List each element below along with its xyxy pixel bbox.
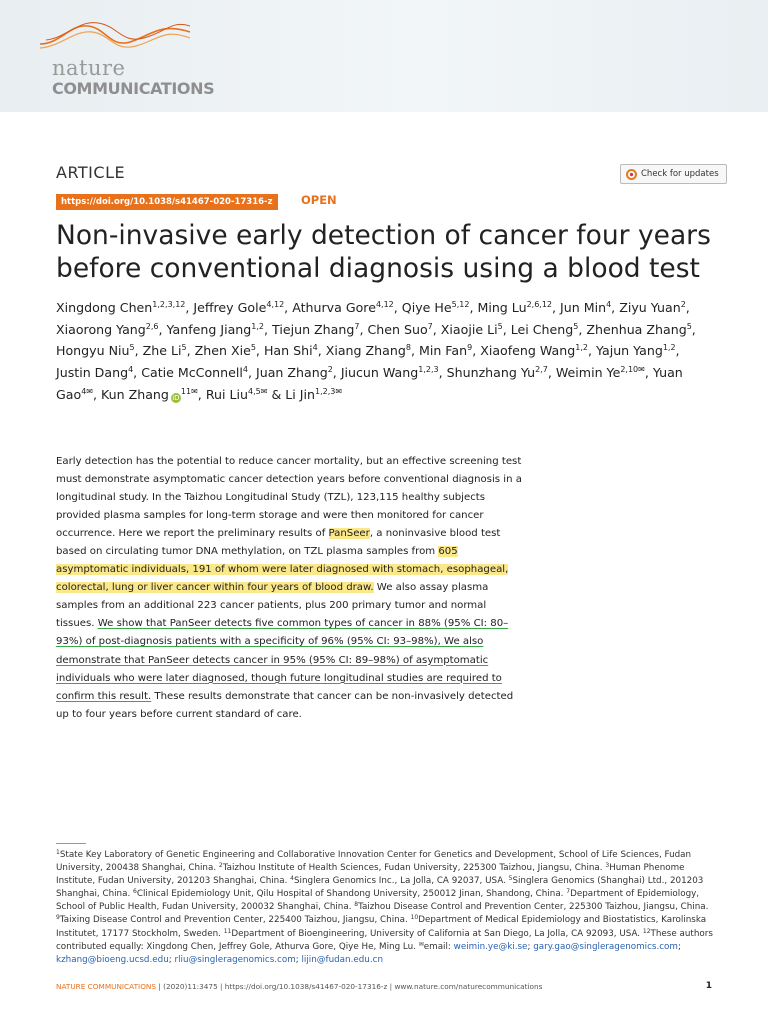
author-name[interactable]: Juan Zhang xyxy=(256,365,328,381)
open-access-badge: OPEN xyxy=(301,193,337,207)
author-name[interactable]: Ziyu Yuan xyxy=(619,300,681,315)
affiliation-number: 1 xyxy=(56,849,60,856)
author-affiliation-marker: 5 xyxy=(686,321,692,331)
underlined-text: We show that PanSeer detects five common types of cancer in 88% (95% CI: 80–93%) of post-diagnosis patients with a specificity of 96% (95% CI: 93–98%), We also demonstrate that PanSeer detects cancer in 95% (95% CI: 89–98%) of asymptomatic individuals who were later diagnosed, though future longitudinal studies are required to confirm this result. xyxy=(56,618,509,702)
author-name[interactable]: Xiaojie Li xyxy=(440,321,498,337)
email-link[interactable]: weimin.ye@ki.se xyxy=(453,941,528,952)
author-name[interactable]: Shunzhang Yu xyxy=(446,365,536,381)
author-affiliation-marker: 4 xyxy=(312,343,318,353)
email-link[interactable]: gary.gao@singleragenomics.com xyxy=(533,941,678,952)
affiliation-number: 2 xyxy=(218,862,223,870)
affiliation-text: Department of Epidemiology, School of Public Health, Fudan University, 200032 Shanghai, China. xyxy=(56,889,700,913)
affiliation-number: 11 xyxy=(223,927,232,935)
affiliation-text: Department of Bioengineering, University of California at San Diego, La Jolla, CA 92093, USA. xyxy=(231,928,643,939)
email-icon: ✉ xyxy=(418,940,424,948)
abstract xyxy=(56,453,527,724)
abstract-text: We also assay plasma samples from an additional 223 cancer patients, plus 200 primary tumor and normal tissues. xyxy=(56,582,489,630)
author-affiliation-marker: 4,12 xyxy=(266,300,285,309)
author-name[interactable]: Xiang Zhang xyxy=(325,343,406,359)
affiliations: $^1$State Key Laboratory of Genetic Engineering and Collaborative Innovation Center for Genetics and Development, School of Life Sciences, Fudan University, 200438 Shanghai, China. $^2$Taizhou Institute of Health Sciences, Fudan University, 225300 Taizhou, Jiangsu, China. $^3$Human Phenome Institute, Fudan University, 201203 Shanghai, China. $^4$Singlera Genomics Inc., La Jolla, CA 92037, USA. $^5$Singlera Genomics (Shanghai) Ltd., 201203 Shanghai, China. $^6$Clinical Epidemiology Unit, Qilu Hospital of Shandong University, 250012 Jinan, Shandong, China. $^7$Department of Epidemiology, School of Public Health, Fudan University, 200032 Shanghai, China. $^8$Taizhou Disease Control and Prevention Center, 225300 Taizhou, Jiangsu, China. $^9$Taixing Disease Control and Prevention Center, 225400 Taizhou, Jiangsu, China. $^{10}$Department of Medical Epidemiology and Biostatistics, Karolinska Institutet, 17177 Stockholm, Sweden. $^{11}$Department of Bioengineering, University of California at San Diego, La Jolla, CA 92093, USA. $^{12}$These authors contributed equally: Xingdong Chen, Jeffrey Gole, Athurva Gore, Qiye He, Ming Lu. ✉email: weimin.ye@ki.se; gary.gao@singleragenomics.com; kzhang@bioeng.ucsd.edu; rliu@singleragenomics.com; lijin@fudan.edu.cn xyxy=(56,849,713,965)
author-affiliation-marker: 5 xyxy=(497,321,503,331)
affiliation-text: Singlera Genomics (Shanghai) Ltd., 201203 Shanghai, China. xyxy=(56,876,704,900)
email-link[interactable]: lijin@fudan.edu.cn xyxy=(301,954,383,965)
page-footer xyxy=(56,982,712,991)
author-name[interactable]: Xingdong Chen xyxy=(56,300,153,315)
author-affiliation-marker: 2 xyxy=(680,300,686,309)
article-type: ARTICLE xyxy=(56,163,126,182)
author-affiliation-marker: 4✉ xyxy=(81,386,93,396)
author-affiliation-marker: 2 xyxy=(327,365,333,375)
author-affiliation-marker: 2,6 xyxy=(145,321,159,331)
footer-citation: | (2020)11:3475 | https://doi.org/10.1038/s41467-020-17316-z | www.nature.com/naturecommunications xyxy=(156,982,543,991)
affiliation-number: 8 xyxy=(354,901,359,909)
abstract-text: , a noninvasive blood test based on circulating tumor DNA methylation, on TZL plasma samples from xyxy=(56,528,501,558)
author-affiliation-marker: 1,2,3 xyxy=(418,365,439,375)
author-name[interactable]: Hongyu Niu xyxy=(56,343,130,359)
check-for-updates-button[interactable] xyxy=(620,164,727,184)
author-affiliation-marker: 1,2,3,12 xyxy=(152,300,186,309)
author-name[interactable]: Kun Zhang xyxy=(101,386,169,402)
highlighted-text: PanSeer xyxy=(328,528,370,540)
paper-title: Non-invasive early detection of cancer four years before conventional diagnosis using a blood test xyxy=(56,220,711,284)
affiliation-text: These authors contributed equally: Xingdong Chen, Jeffrey Gole, Athurva Gore, Qiye He, Ming Lu. xyxy=(56,928,713,952)
author-affiliation-marker: 5 xyxy=(250,343,256,353)
affiliation-text: Taizhou Institute of Health Sciences, Fudan University, 225300 Taizhou, Jiangsu, China. xyxy=(222,863,606,874)
author-name[interactable]: Li Jin xyxy=(285,386,315,402)
affiliation-text: State Key Laboratory of Genetic Engineering and Collaborative Innovation Center for Genetics and Development, School of Life Sciences, Fudan University, 200438 Shanghai, China. xyxy=(56,850,692,874)
affiliation-number: 9 xyxy=(56,914,60,922)
author-name[interactable]: Zhe Li xyxy=(142,343,182,359)
affiliation-number: 7 xyxy=(566,888,571,896)
affiliation-text: Taizhou Disease Control and Prevention Center, 225300 Taizhou, Jiangsu, China. xyxy=(358,902,709,913)
author-affiliation-marker: 5 xyxy=(181,343,187,353)
author-affiliation-marker: 4 xyxy=(606,300,612,309)
author-affiliation-marker: 5,12 xyxy=(451,300,470,309)
author-name[interactable]: Weimin Ye xyxy=(555,365,621,381)
affiliation-text: Human Phenome Institute, Fudan University, 201203 Shanghai, China. xyxy=(56,863,685,887)
author-name[interactable]: Chen Suo xyxy=(367,321,428,337)
author-name[interactable]: Qiye He xyxy=(401,300,452,315)
author-name[interactable]: Athurva Gore xyxy=(292,300,376,315)
author-affiliation-marker: 4,5✉ xyxy=(247,386,268,396)
author-name[interactable]: Xiaofeng Wang xyxy=(480,343,576,359)
author-name[interactable]: Lei Cheng xyxy=(510,321,574,337)
author-affiliation-marker: 7 xyxy=(427,321,433,331)
affiliation-text: Department of Medical Epidemiology and Biostatistics, Karolinska Institutet, 17177 Stockholm, Sweden. xyxy=(56,915,707,939)
author-affiliation-marker: 4 xyxy=(128,365,134,375)
affiliation-text: Clinical Epidemiology Unit, Qilu Hospital of Shandong University, 250012 Jinan, Shandong, China. xyxy=(136,889,567,900)
author-affiliation-marker: 1,2 xyxy=(662,343,676,353)
email-link[interactable]: rliu@singleragenomics.com xyxy=(174,954,296,965)
crossmark-icon xyxy=(626,169,637,180)
page-number: 1 xyxy=(705,981,712,991)
orcid-icon[interactable]: iD xyxy=(172,393,180,402)
author-name[interactable]: Zhenhua Zhang xyxy=(586,321,687,337)
author-name[interactable]: Tiejun Zhang xyxy=(272,321,355,337)
author-affiliation-marker: 2,6,12 xyxy=(526,300,553,309)
author-name[interactable]: Yuan Gao xyxy=(56,365,683,402)
author-name[interactable]: Jun Min xyxy=(560,300,607,315)
logo-wave-icon xyxy=(40,18,190,58)
email-label: email: xyxy=(423,941,454,952)
author-name[interactable]: Yajun Yang xyxy=(596,343,663,359)
author-name[interactable]: Zhen Xie xyxy=(194,343,251,359)
affiliation-number: 4 xyxy=(290,875,294,883)
author-affiliation-marker: 11✉ xyxy=(180,386,198,396)
author-name[interactable]: Rui Liu xyxy=(205,386,248,402)
author-affiliation-marker: 5 xyxy=(129,343,135,353)
author-name[interactable]: Justin Dang xyxy=(56,365,129,381)
check-for-updates-label: Check for updates xyxy=(641,169,719,179)
abstract-text: Early detection has the potential to reduce cancer mortality, but an effective screening test must demonstrate asymptomatic cancer detection years before conventional diagnosis in a longitudinal study. In the Taizhou Longitudinal Study (TZL), 123,115 healthy subjects provided plasma samples for long-term storage and were then monitored for cancer occurrence. Here we report the preliminary results of xyxy=(56,456,522,540)
affiliation-text: Singlera Genomics Inc., La Jolla, CA 92037, USA. xyxy=(293,876,509,887)
author-affiliation-marker: 8 xyxy=(405,343,411,353)
author-affiliation-marker: 2,7 xyxy=(535,365,548,375)
author-name[interactable]: Min Fan xyxy=(418,343,468,359)
author-name[interactable]: Xiaorong Yang xyxy=(56,321,146,337)
affiliation-number: 6 xyxy=(133,888,137,896)
author-affiliation-marker: 7 xyxy=(354,321,360,331)
email-link[interactable]: kzhang@bioeng.ucsd.edu xyxy=(56,954,169,965)
author-affiliation-marker: 4,12 xyxy=(375,300,394,309)
author-list: Xingdong Chen$^{1,2,3,12}$, Jeffrey Gole$^{4,12}$, Athurva Gore$^{4,12}$, Qiye He$^{5,12}$, Ming Lu$^{2,6,12}$, Jun Min$^4$, Ziyu Yuan$^2$, Xiaorong Yang$^{2,6}$, Yanfeng Jiang$^{1,2}$, Tiejun Zhang$^7$, Chen Suo$^7$, Xiaojie Li$^5$, Lei Cheng$^5$, Zhenhua Zhang$^5$, Hongyu Niu$^5$, Zhe Li$^5$, Zhen Xie$^5$, Han Shi$^4$, Xiang Zhang$^8$, Min Fan$^9$, Xiaofeng Wang$^{1,2}$, Yajun Yang$^{1,2}$, Justin Dang$^4$, Catie McConnell$^4$, Juan Zhang$^2$, Jiucun Wang$^{1,2,3}$, Shunzhang Yu$^{2,7}$, Weimin $Ye^{2,10✉}$, Yuan Gao$^{4✉}$, Kun Zhang $iD^{11✉}$, Rui Liu$^{4,5✉}$ & Li Jin$^{1,2,3✉}$ xyxy=(56,300,696,402)
author-affiliation-marker: 4 xyxy=(242,365,248,375)
author-name[interactable]: Han Shi xyxy=(263,343,313,359)
logo-communications: COMMUNICATIONS xyxy=(52,79,215,98)
affiliation-number: 10 xyxy=(410,914,419,922)
author-affiliation-marker: 5 xyxy=(573,321,579,331)
affiliations-divider xyxy=(56,843,86,844)
affiliation-number: 12 xyxy=(642,927,651,935)
author-name[interactable]: Jeffrey Gole xyxy=(193,300,267,315)
author-name[interactable]: Jiucun Wang xyxy=(340,365,419,381)
affiliation-number: 3 xyxy=(605,862,610,870)
highlighted-text: 605 asymptomatic individuals, 191 of whom were later diagnosed with stomach, esophageal, colorectal, lung or liver cancer within four years of blood draw. xyxy=(56,546,509,594)
author-affiliation-marker: 1,2 xyxy=(251,321,265,331)
affiliation-text: Taixing Disease Control and Prevention Center, 225400 Taizhou, Jiangsu, China. xyxy=(59,915,411,926)
doi-link[interactable]: https://doi.org/10.1038/s41467-020-17316-z xyxy=(56,194,278,210)
abstract-text: These results demonstrate that cancer can be non-invasively detected up to four years before current standard of care. xyxy=(56,690,514,720)
author-affiliation-marker: 2,10✉ xyxy=(620,365,645,375)
logo-nature: nature xyxy=(52,56,126,80)
author-affiliation-marker: 1,2 xyxy=(575,343,588,353)
footer-journal: NATURE COMMUNICATIONS xyxy=(56,982,157,991)
journal-banner xyxy=(0,0,768,112)
author-name[interactable]: Yanfeng Jiang xyxy=(166,321,252,337)
author-name[interactable]: Ming Lu xyxy=(477,300,527,315)
author-affiliation-marker: 9 xyxy=(467,343,473,353)
author-affiliation-marker: 1,2,3✉ xyxy=(314,386,343,396)
affiliation-number: 5 xyxy=(508,875,513,883)
author-name[interactable]: Catie McConnell xyxy=(141,365,243,381)
